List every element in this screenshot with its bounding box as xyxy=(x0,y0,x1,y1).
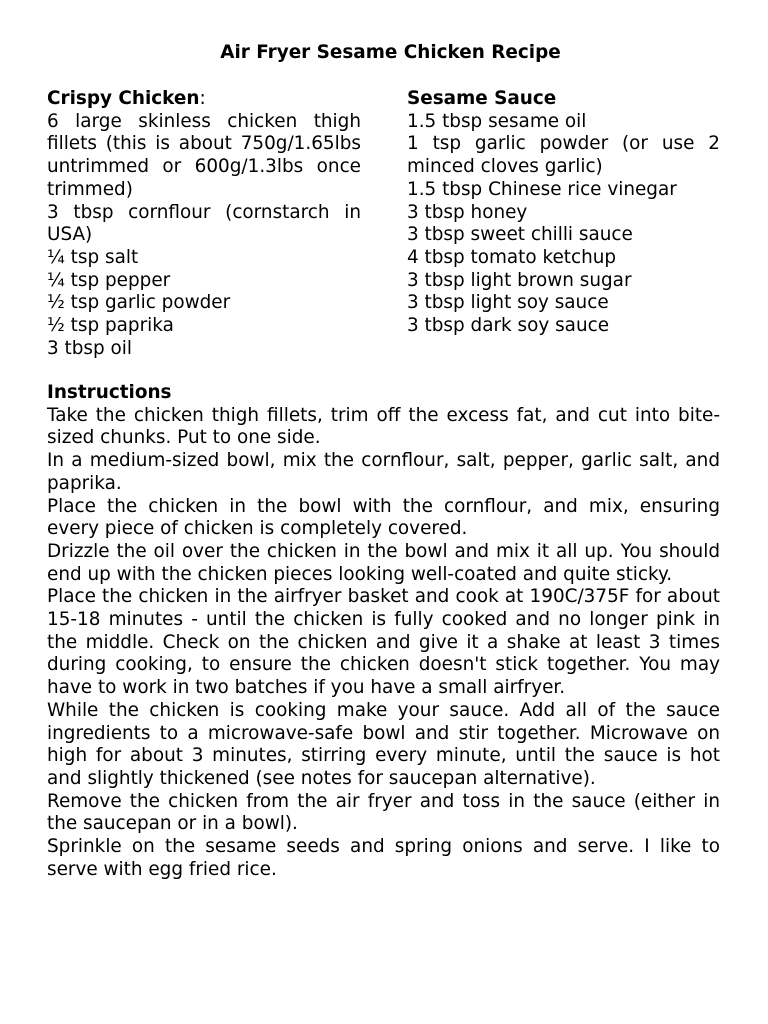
chicken-ingredient: ¼ tsp pepper xyxy=(47,269,171,291)
instruction-step: Take the chicken thigh fillets, trim off the excess fat, and cut into bite-sized chunks. Put to one side. xyxy=(47,404,720,449)
chicken-ingredient: 3 tbsp cornflour (cornstarch in USA) xyxy=(47,201,361,246)
instructions-heading: Instructions xyxy=(47,382,172,403)
crispy-chicken-section xyxy=(47,88,361,360)
instructions-section xyxy=(47,382,720,881)
sauce-ingredient: 3 tbsp light brown sugar xyxy=(407,269,632,291)
sauce-ingredient: 3 tbsp honey xyxy=(407,201,528,223)
ingredients-columns xyxy=(47,88,720,359)
chicken-ingredient: 6 large skinless chicken thigh fillets (this is about 750g/1.65lbs untrimmed or 600g/1.3lbs once trimmed) xyxy=(47,110,361,200)
page-title: Air Fryer Sesame Chicken Recipe xyxy=(220,42,561,63)
sauce-ingredient: 3 tbsp dark soy sauce xyxy=(407,315,610,337)
sauce-ingredient: 3 tbsp sweet chilli sauce xyxy=(407,224,633,246)
instruction-step: While the chicken is cooking make your sauce. Add all of the sauce ingredients to a microwave-safe bowl and stir together. Microwave on high for about 3 minutes, stirring every minute, until the sauce is hot and slightly thickened (see notes for saucepan alternative). xyxy=(47,699,720,789)
sesame-sauce-section xyxy=(407,88,720,338)
sauce-ingredient: 1.5 tbsp Chinese rice vinegar xyxy=(407,178,677,200)
instruction-step: Remove the chicken from the air fryer and toss in the sauce (either in the saucepan or in a bowl). xyxy=(47,790,720,835)
crispy-chicken-heading-line xyxy=(47,88,361,111)
recipe-page xyxy=(47,42,720,359)
instruction-step: Sprinkle on the sesame seeds and spring onions and serve. I like to serve with egg fried rice. xyxy=(47,836,720,880)
chicken-ingredient: ½ tsp paprika xyxy=(47,315,174,337)
chicken-ingredient: ¼ tsp salt xyxy=(47,246,139,268)
chicken-ingredient: ½ tsp garlic powder xyxy=(47,292,231,314)
instruction-step: In a medium-sized bowl, mix the cornflour, salt, pepper, garlic salt, and paprika. xyxy=(47,450,720,494)
instruction-step: Place the chicken in the airfryer basket and cook at 190C/375F for about 15-18 minutes - until the chicken is fully cooked and no longer pink in the middle. Check on the chicken and give it a shake at least 3 times during cooking, to ensure the chicken doesn't stick together. You may have to work in two batches if you have a small airfryer. xyxy=(47,586,720,699)
sauce-ingredient: 4 tbsp tomato ketchup xyxy=(407,246,617,268)
sesame-sauce-heading-line xyxy=(407,88,720,111)
crispy-chicken-heading: Crispy Chicken xyxy=(47,88,200,109)
sauce-ingredient: 3 tbsp light soy sauce xyxy=(407,292,609,314)
instruction-step: Drizzle the oil over the chicken in the bowl and mix it all up. You should end up with the chicken pieces looking well-coated and quite sticky. xyxy=(47,540,720,585)
sauce-ingredient: 1.5 tbsp sesame oil xyxy=(407,110,587,132)
sesame-sauce-heading: Sesame Sauce xyxy=(407,88,557,109)
instruction-step: Place the chicken in the bowl with the cornflour, and mix, ensuring every piece of chicken is completely covered. xyxy=(47,495,720,540)
crispy-chicken-heading-colon: : xyxy=(199,88,206,109)
chicken-ingredient: 3 tbsp oil xyxy=(47,337,133,359)
sauce-ingredient: 1 tsp garlic powder (or use 2 minced cloves garlic) xyxy=(407,133,720,178)
